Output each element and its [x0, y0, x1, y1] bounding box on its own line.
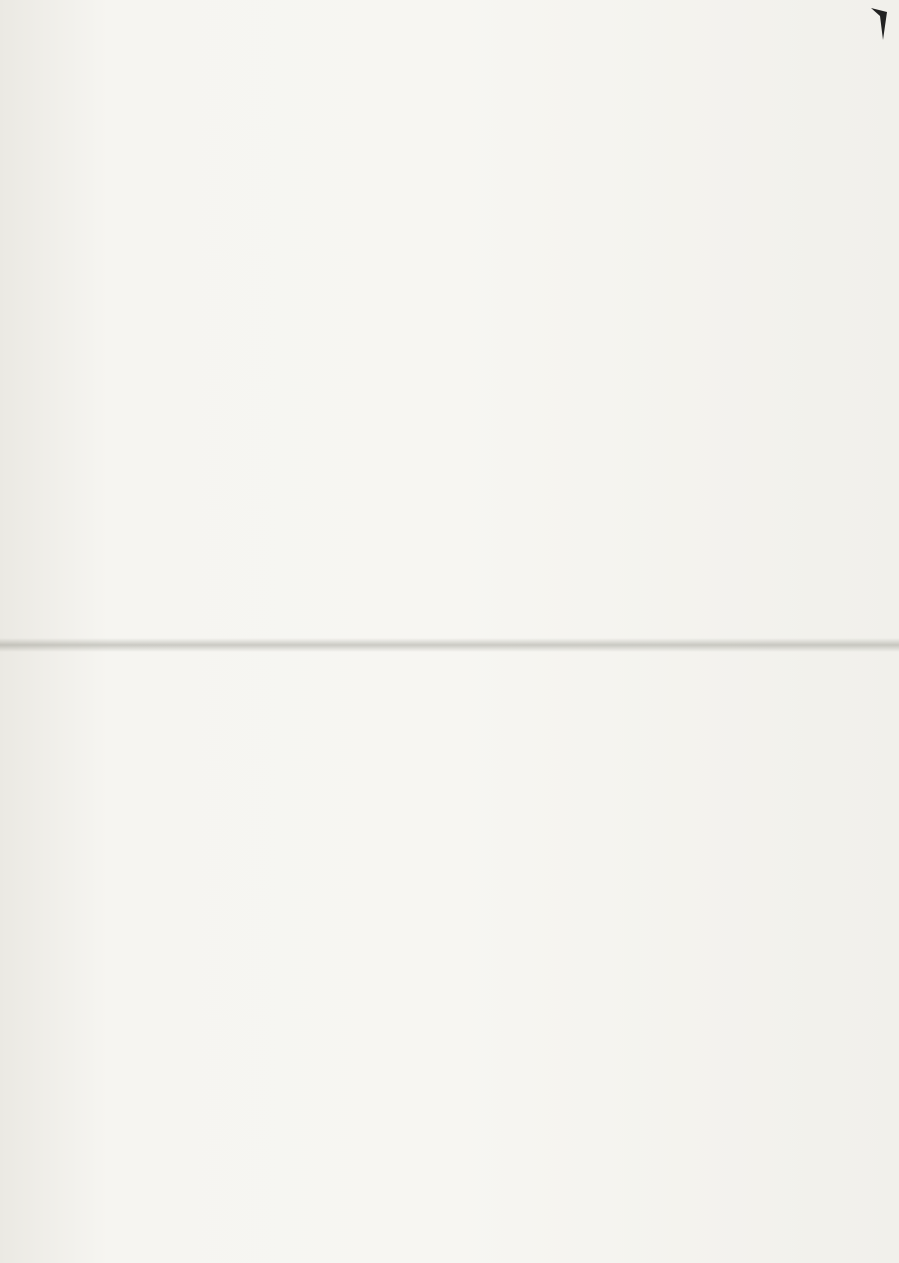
page-gutter [0, 638, 899, 652]
corner-tab-mark [871, 8, 887, 40]
